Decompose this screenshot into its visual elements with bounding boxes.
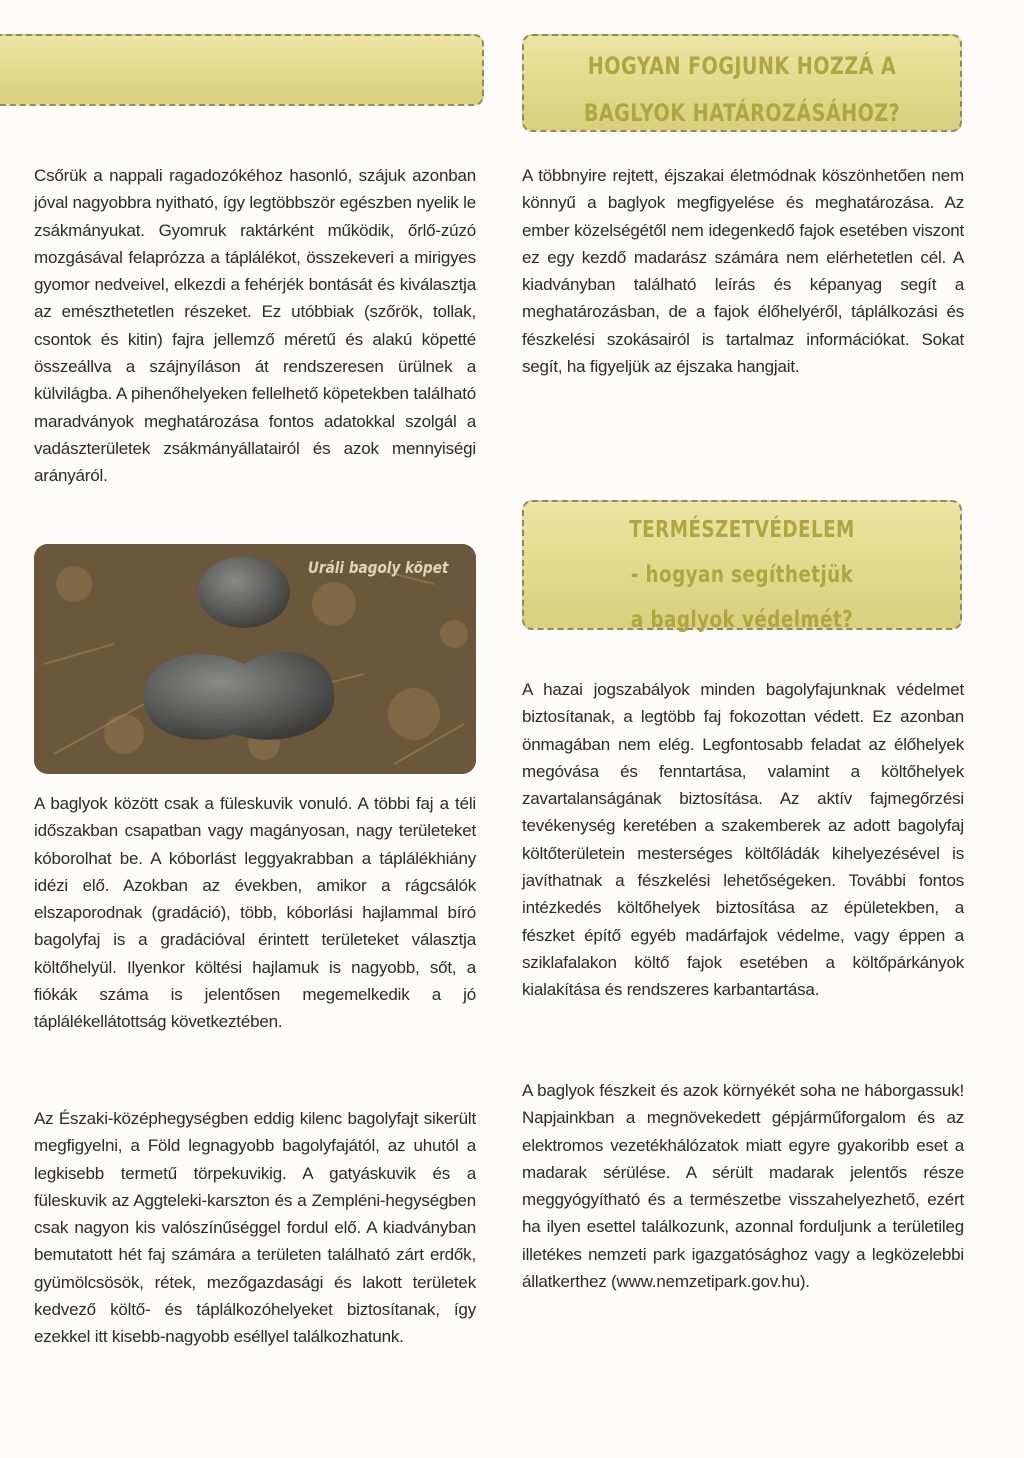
- heading-line-2: BAGLYOK HATÁROZÁSÁHOZ?: [583, 99, 901, 127]
- owl-pellet-photo: [34, 544, 476, 774]
- left-paragraph-1: Csőrük a nappali ragadozókéhoz hasonló, szájuk azonban jóval nagyobbra nyitható, így legtöbbször egészben nyelik le zsákmányukat. Gyomruk raktárként működik, őrlő-zúzó mozgásával felaprózza a táplálékot, összekeveri a mirigyes gyomor nedveivel, elkezdi a fehérjék bontását és kiválasztja az emészthetetlen részeket. Ez utóbbiak (szőrök, tollak, csontok és kitin) fajra jellemző méretű és alakú köpetté összeállva a szájnyíláson át rendszeresen ürülnek a külvilágba. A pihenőhelyeken fellelhető köpetekben található maradványok meghatározása fontos adatokkal szolgál a vadászterületek zsákmányállatairól és azok mennyiségi arányáról.: [34, 166, 476, 486]
- heading-line-1: TERMÉSZETVÉDELEM: [629, 517, 855, 543]
- left-paragraph-2: A baglyok között csak a füleskuvik vonuló. A többi faj a téli időszakban csapatban vagy magányosan, nagy területeket kóborolhat be. A kóborlást leggyakrabban a táplálékhiány idézi elő. Azokban az években, amikor a rágcsálók elszaporodnak (gradáció), több, kóborlási hajlammal bíró bagolyfaj is a gradációval érintett területeket választja költőhelyül. Ilyenkor költési hajlamuk is nagyobb, sőt, a fiókák száma is jelentősen megemelkedik a jó táplálékellátottság következtében.: [34, 794, 476, 1032]
- right-paragraph-3: A baglyok fészkeit és azok környékét soha ne háborgassuk! Napjainkban a megnövekedett gépjárműforgalom és az elektromos vezetékhálózatok miatt egyre gyakoribb eset a madarak sérülése. A sérült madarak jelentős része meggyógyítható és a természetbe visszahelyezhető, ezért ha ilyen esettel találkozunk, azonnal forduljunk a területileg illetékes nemzeti park igazgatósághoz vagy a legközelebbi állatkerthez (www.nemzetipark.gov.hu).: [522, 1081, 964, 1292]
- heading-banner-conservation: [522, 500, 962, 633]
- heading-banner-identification: [522, 34, 962, 132]
- right-paragraph-2: A hazai jogszabályok minden bagolyfajunknak védelmet biztosítanak, a legtöbb faj fokozottan védett. Ez azonban önmagában nem elég. Legfontosabb feladat az élőhelyek megóvása és fenntartása, valamint a költőhelyek zavartalanságának biztosítása. Az aktív fajmegőrzési tevékenység keretében a szakemberek az adott bagolyfaj költőterületein mesterséges költőládák kihelyezésével is javíthatnak a fészkelési lehetőségeken. További fontos intézkedés költőhelyek biztosítása az épületekben, a fészket építő egyéb madárfajok védelme, vagy éppen a sziklafalakon költő fajok esetében a költőpárkányok kialakítása és rendszeres karbantartása.: [522, 680, 964, 1000]
- heading-line-2: - hogyan segíthetjük: [630, 562, 854, 588]
- left-paragraph-3: Az Északi-középhegységben eddig kilenc bagolyfajt sikerült megfigyelni, a Föld legnagyobb bagolyfajától, az uhutól a legkisebb termetű törpekuvikig. A gatyáskuvik és a füleskuvik az Aggteleki-karszton és a Zempléni-hegységben csak nagyon kis valószínűséggel fordul elő. A kiadványban bemutatott hét faj számára a területen található zárt erdők, gyümölcsösök, rétek, mezőgazdasági és lakott területek kedvező költő- és táplálkozóhelyeket biztosítanak, így ezekkel itt kisebb-nagyobb eséllyel találkozhatunk.: [34, 1109, 476, 1347]
- photo-caption: Uráli bagoly köpet: [307, 558, 448, 577]
- top-left-banner: [0, 34, 484, 106]
- right-paragraph-1: A többnyire rejtett, éjszakai életmódnak köszönhetően nem könnyű a baglyok megfigyelése és meghatározása. Az ember közelségétől nem idegenkedő fajok esetében viszont ez egy kezdő madarász számára nem elérhetetlen cél. A kiadványban található leírás és képanyag segít a meghatározásban, de a fajok élőhelyéről, táplálkozási és fészkelési szokásairól is tartalmaz információkat. Sokat segít, ha figyeljük az éjszaka hangjait.: [522, 166, 964, 377]
- heading-line-1: HOGYAN FOGJUNK HOZZÁ A: [587, 52, 897, 80]
- heading-line-3: a baglyok védelmét?: [630, 607, 854, 633]
- pellet-illustration: [34, 544, 476, 774]
